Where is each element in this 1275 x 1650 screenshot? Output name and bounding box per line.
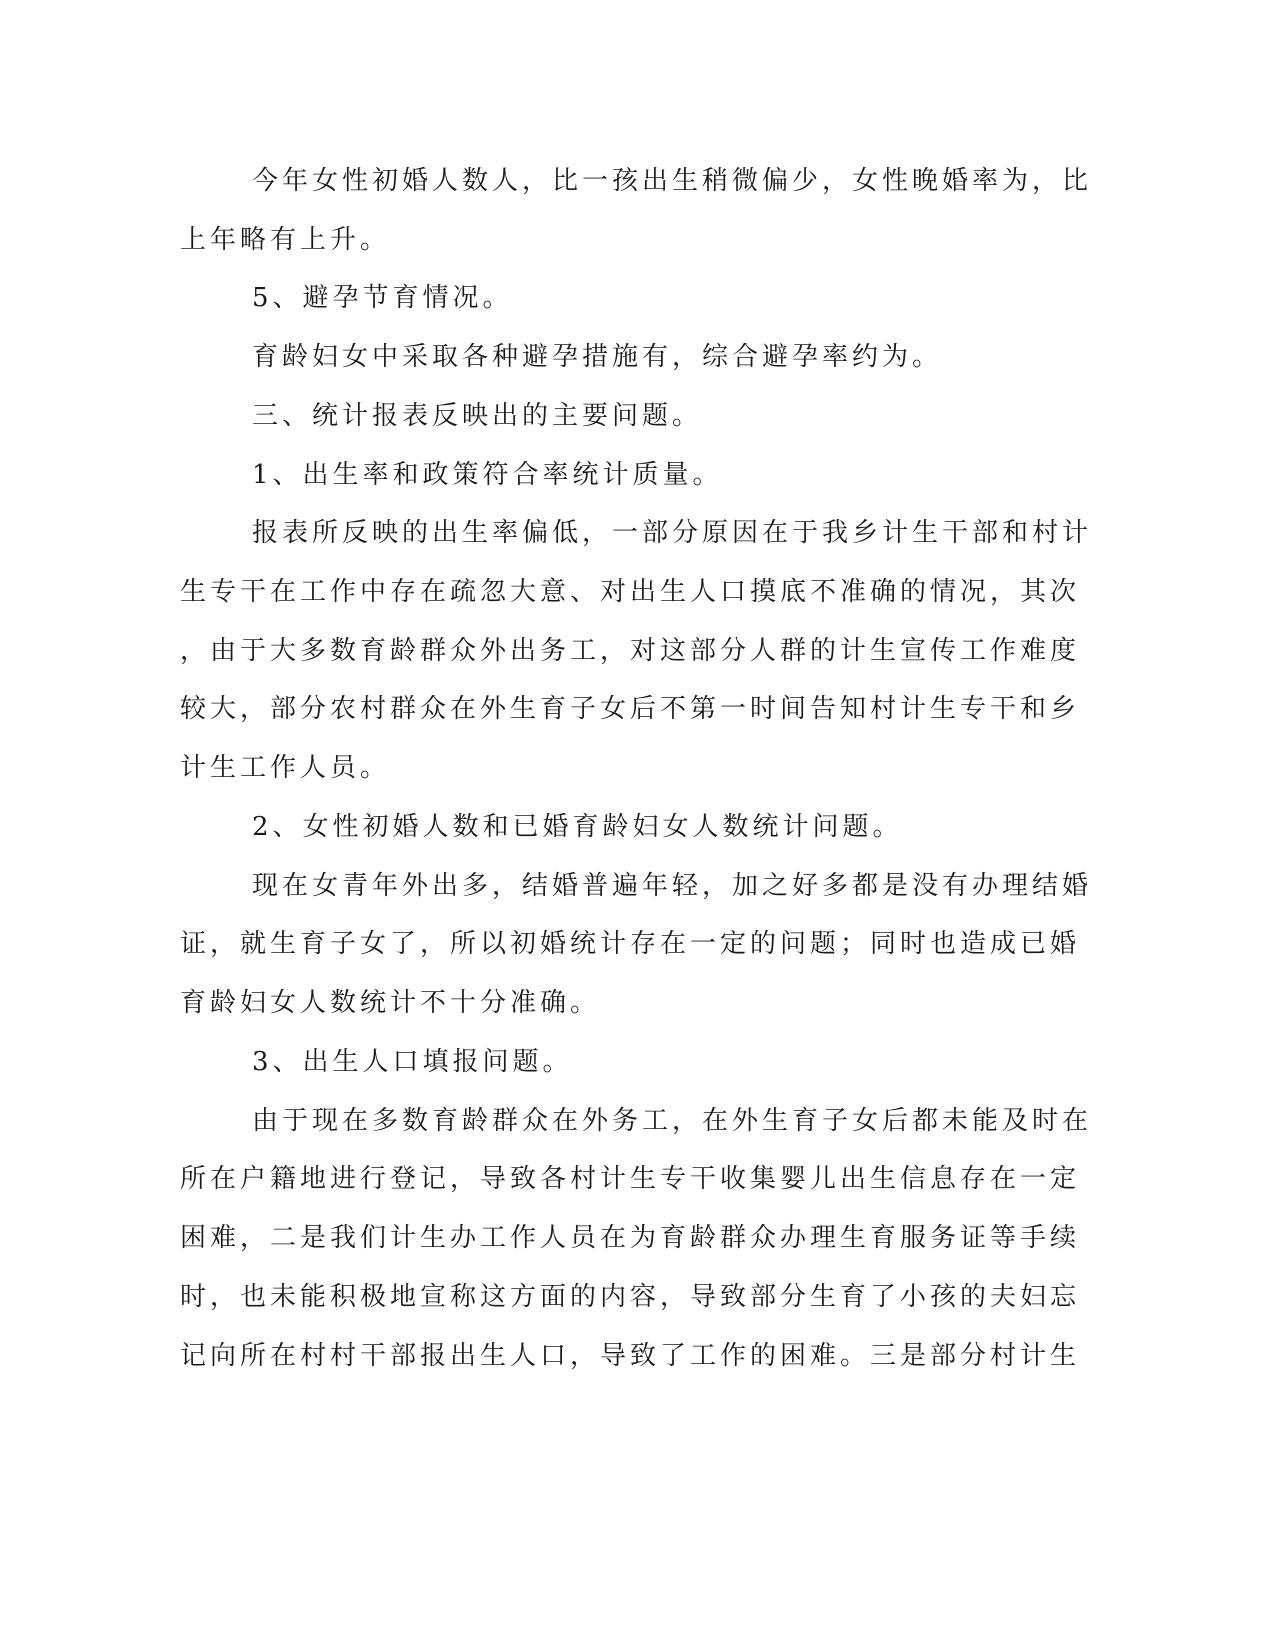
text-line: 今年女性初婚人数人，比一孩出生稍微偏少，女性晚婚率为，比 (252, 166, 1093, 196)
text-line: 由于现在多数育龄群众在外务工，在外生育子女后都未能及时在 (252, 1106, 1093, 1136)
text-line: 现在女青年外出多，结婚普遍年轻，加之好多都是没有办理结婚 (252, 871, 1093, 901)
text-line: 困难，二是我们计生办工作人员在为育龄群众办理生育服务证等手续 (180, 1223, 1081, 1253)
text-line: 较大，部分农村群众在外生育子女后不第一时间告知村计生专干和乡 (180, 694, 1081, 724)
text-line: 计生工作人员。 (180, 753, 391, 783)
text-line: 育龄妇女中采取各种避孕措施有，综合避孕率约为。 (252, 342, 943, 372)
text-line: 时，也未能积极地宣称这方面的内容，导致部分生育了小孩的夫妇忘 (180, 1282, 1081, 1312)
text-line: 所在户籍地进行登记，导致各村计生专干收集婴儿出生信息存在一定 (180, 1164, 1081, 1194)
text-line: 上年略有上升。 (180, 225, 391, 255)
text-line: 证，就生育子女了，所以初婚统计存在一定的问题；同时也造成已婚 (180, 929, 1081, 959)
text-line: 记向所在村村干部报出生人口，导致了工作的困难。三是部分村计生 (180, 1341, 1081, 1371)
text-line: 报表所反映的出生率偏低，一部分原因在于我乡计生干部和村计 (252, 518, 1093, 548)
text-line: 生专干在工作中存在疏忽大意、对出生人口摸底不准确的情况，其次 (180, 577, 1081, 607)
section-heading: 三、统计报表反映出的主要问题。 (252, 401, 703, 431)
section-heading: 5、避孕节育情况。 (252, 283, 513, 313)
text-line: ，由于大多数育龄群众外出务工，对这部分人群的计生宣传工作难度 (180, 636, 1081, 666)
section-heading: 3、出生人口填报问题。 (252, 1047, 573, 1077)
text-line: 育龄妇女人数统计不十分准确。 (180, 988, 601, 1018)
section-heading: 1、出生率和政策符合率统计质量。 (252, 460, 723, 490)
section-heading: 2、女性初婚人数和已婚育龄妇女人数统计问题。 (252, 812, 903, 842)
